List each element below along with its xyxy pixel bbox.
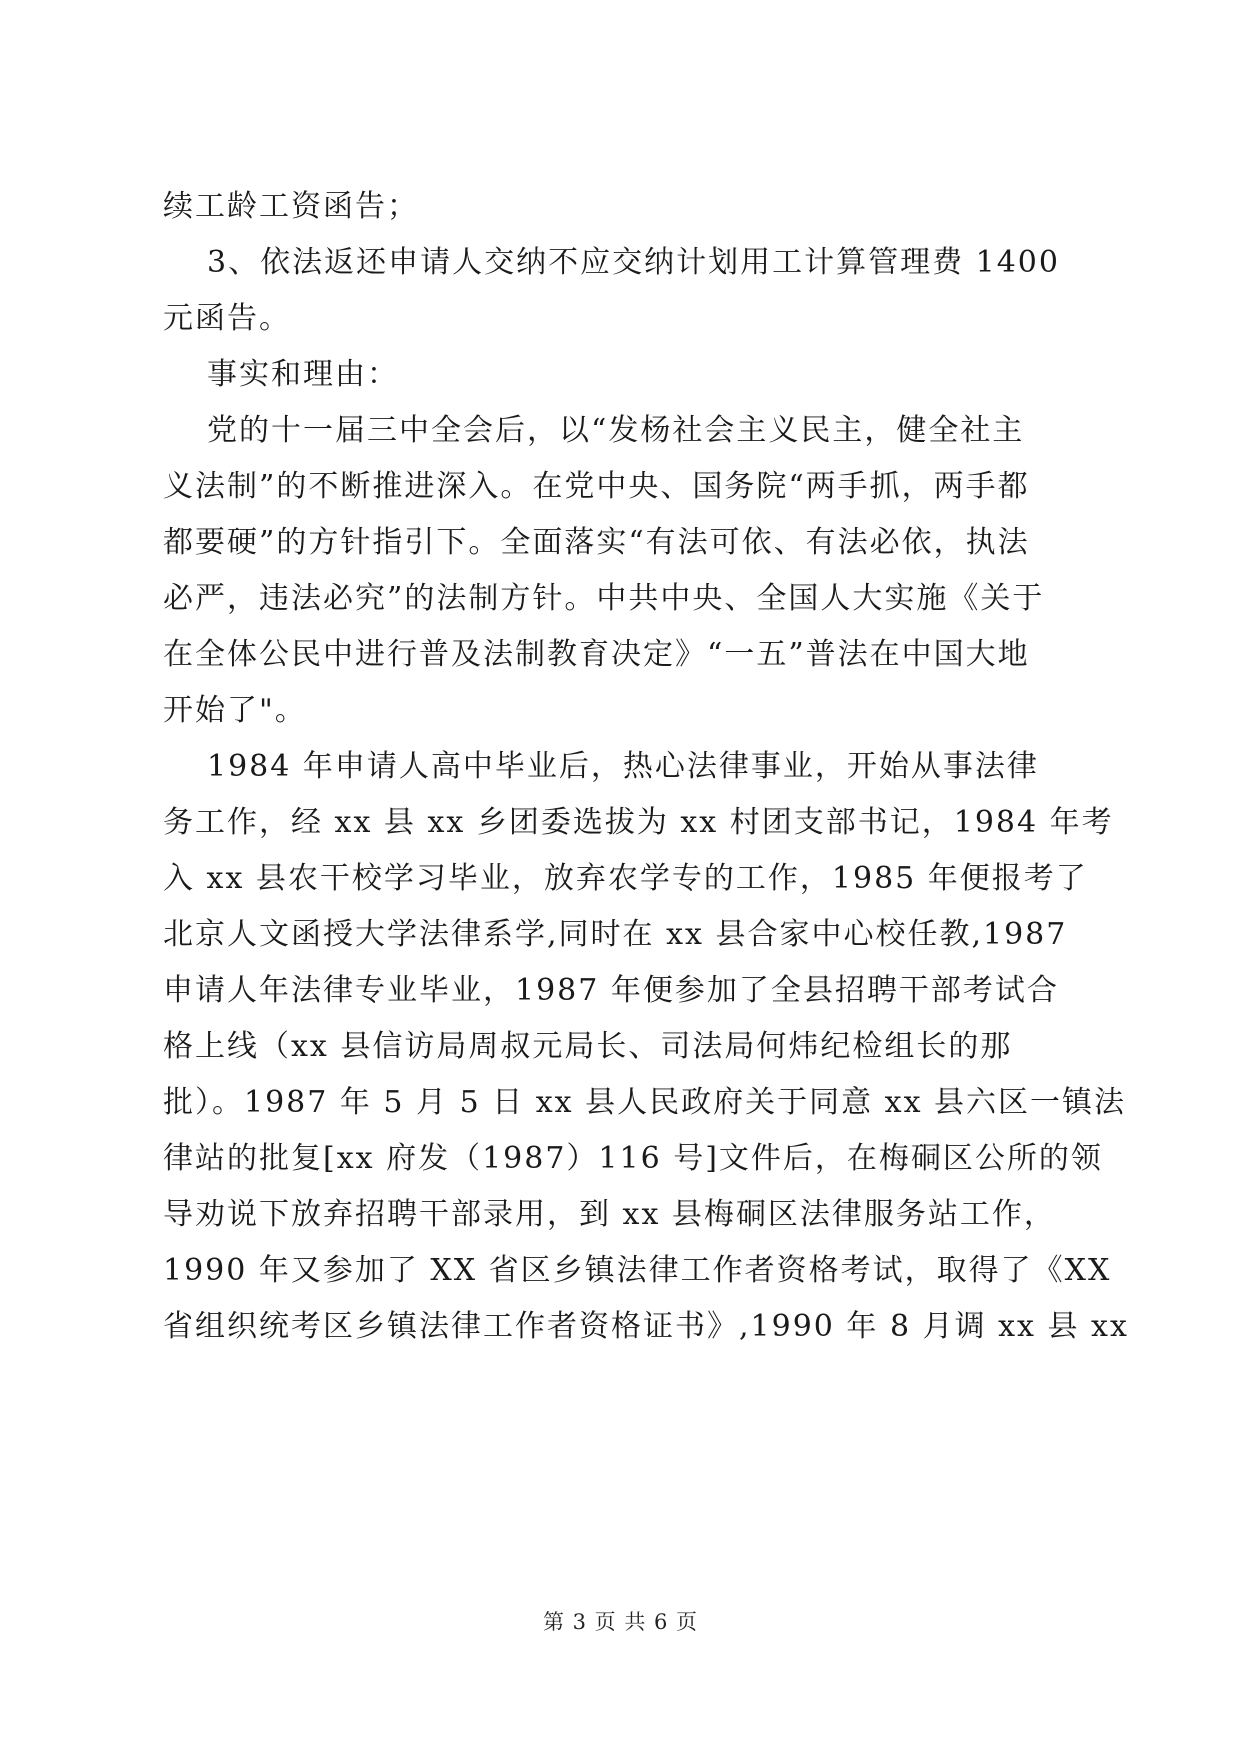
text-line: 在全体公民中进行普及法制教育决定》“一五”普法在中国大地 [163, 637, 1030, 672]
text-line: 务工作，经 xx 县 xx 乡团委选拔为 xx 村团支部书记，1984 年考 [163, 805, 1114, 840]
text-line: 元函告。 [163, 301, 291, 336]
text-line: 必严，违法必究”的法制方针。中共中央、全国人大实施《关于 [163, 581, 1045, 616]
text-line: 导劝说下放弃招聘干部录用，到 xx 县梅硐区法律服务站工作， [163, 1197, 1056, 1232]
text-line: 1984 年申请人高中毕业后，热心法律事业，开始从事法律 [207, 749, 1039, 784]
text-line: 格上线（xx 县信访局周叔元局长、司法局何炜纪检组长的那 [163, 1029, 1013, 1064]
page-number-footer: 第 3 页 共 6 页 [542, 1610, 699, 1634]
text-line: 义法制”的不断推进深入。在党中央、国务院“两手抓，两手都 [163, 469, 1030, 504]
text-line: 3、依法返还申请人交纳不应交纳计划用工计算管理费 1400 [207, 245, 1060, 280]
text-line: 都要硬”的方针指引下。全面落实“有法可依、有法必依，执法 [163, 525, 1030, 560]
text-line: 党的十一届三中全会后，以“发杨社会主义民主，健全社主 [207, 413, 1025, 448]
text-line: 开始了"。 [163, 693, 307, 728]
text-line: 续工龄工资函告； [163, 189, 419, 224]
text-line: 律站的批复[xx 府发（1987）116 号]文件后，在梅硐区公所的领 [163, 1141, 1103, 1176]
text-line: 入 xx 县农干校学习毕业，放弃农学专的工作，1985 年便报考了 [163, 861, 1088, 896]
text-line: 1990 年又参加了 XX 省区乡镇法律工作者资格考试，取得了《XX [163, 1253, 1112, 1288]
text-line: 省组织统考区乡镇法律工作者资格证书》,1990 年 8 月调 xx 县 xx [163, 1309, 1129, 1344]
text-line: 北京人文函授大学法律系学,同时在 xx 县合家中心校任教,1987 [163, 917, 1068, 952]
text-line: 申请人年法律专业毕业，1987 年便参加了全县招聘干部考试合 [163, 973, 1059, 1008]
text-line: 批）。1987 年 5 月 5 日 xx 县人民政府关于同意 xx 县六区一镇法 [163, 1085, 1127, 1120]
text-line: 事实和理由： [207, 357, 399, 392]
